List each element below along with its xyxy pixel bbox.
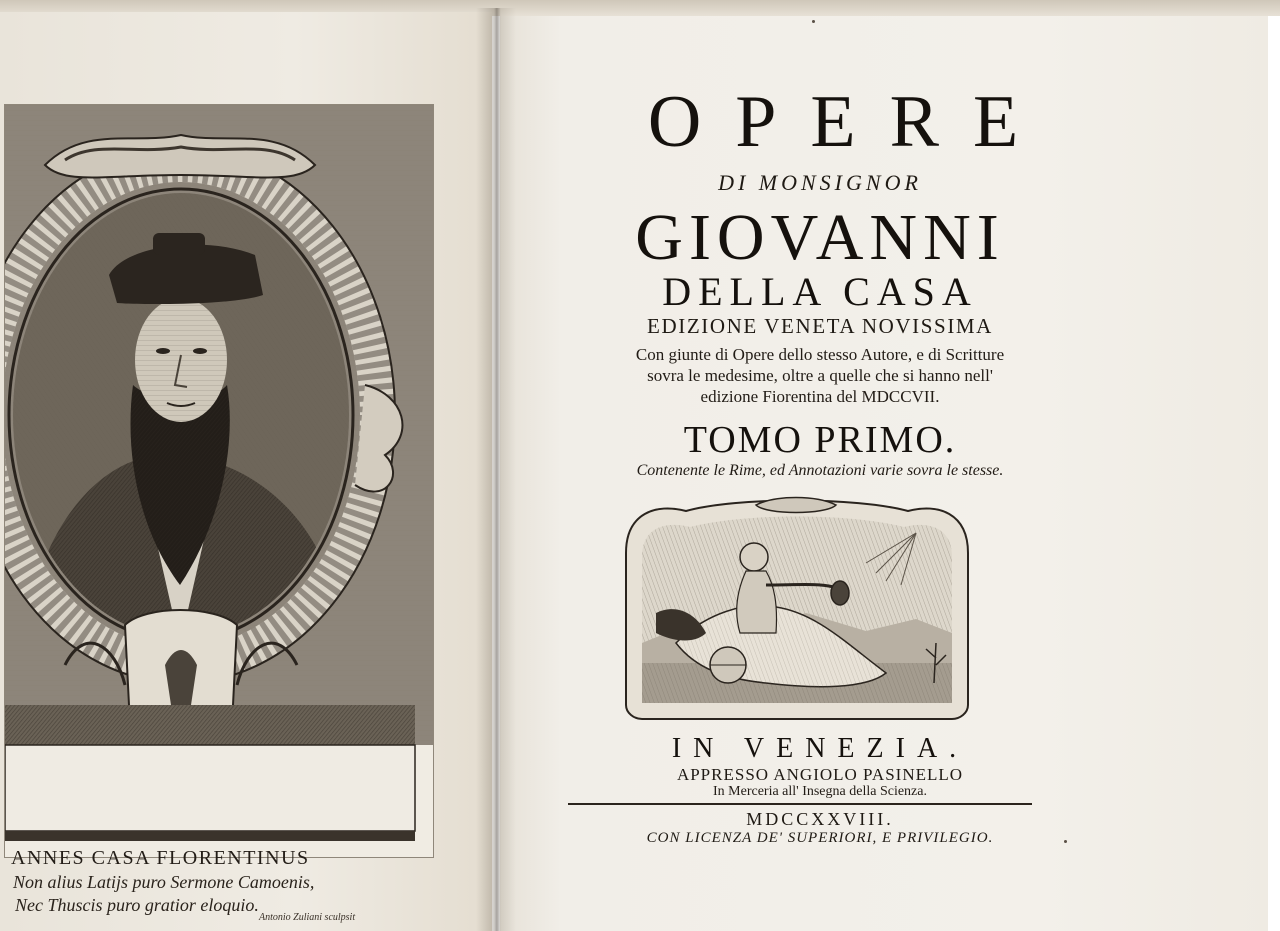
volume-contents: Contenente le Rime, ed Annotazioni varie sovra le stesse. bbox=[636, 462, 1004, 479]
paper-speck bbox=[812, 20, 815, 23]
imprint-city: IN VENEZIA. bbox=[671, 733, 969, 764]
title-vignette-engraving bbox=[616, 493, 978, 721]
portrait-caption-verse-1: Non alius Latijs puro Sermone Camoenis, bbox=[13, 872, 315, 892]
portrait-caption-name: ANNES CASA FLORENTINUS bbox=[11, 847, 310, 869]
imprint-publisher: APPRESSO ANGIOLO PASINELLO bbox=[676, 765, 964, 784]
author-first-name: GIOVANNI bbox=[635, 201, 1005, 274]
author-last-name: DELLA CASA bbox=[662, 269, 978, 314]
volume-title: TOMO PRIMO. bbox=[683, 419, 957, 461]
engraver-signature: Antonio Zuliani sculpsit bbox=[259, 912, 356, 923]
subtitle-line-1: Con giunte di Opere dello stesso Autore, e di Scritture bbox=[635, 345, 1005, 364]
imprint-year: MDCCXXVIII. bbox=[746, 809, 894, 829]
portrait-caption-verse-2: Nec Thuscis puro gratior eloquio. bbox=[15, 895, 259, 915]
title-opere: OPERE bbox=[647, 81, 1053, 163]
subtitle-line-2: sovra le medesime, oltre a quelle che si hanno nell' bbox=[647, 366, 993, 385]
paper-speck bbox=[1064, 840, 1067, 843]
frontispiece-engraving bbox=[4, 104, 434, 923]
left-page bbox=[0, 12, 492, 931]
portrait-engraving-image bbox=[5, 105, 433, 857]
imprint-license: CON LICENZA DE' SUPERIORI, E PRIVILEGIO. bbox=[646, 830, 994, 846]
subtitle-di-monsignor: DI MONSIGNOR bbox=[718, 170, 922, 195]
subtitle-line-3: edizione Fiorentina del MDCCVII. bbox=[700, 387, 940, 406]
imprint-rule bbox=[568, 803, 1032, 805]
edition-statement: EDIZIONE VENETA NOVISSIMA bbox=[647, 314, 993, 338]
imprint-address: In Merceria all' Insegna della Scienza. bbox=[713, 784, 927, 799]
book-gutter bbox=[476, 8, 516, 931]
